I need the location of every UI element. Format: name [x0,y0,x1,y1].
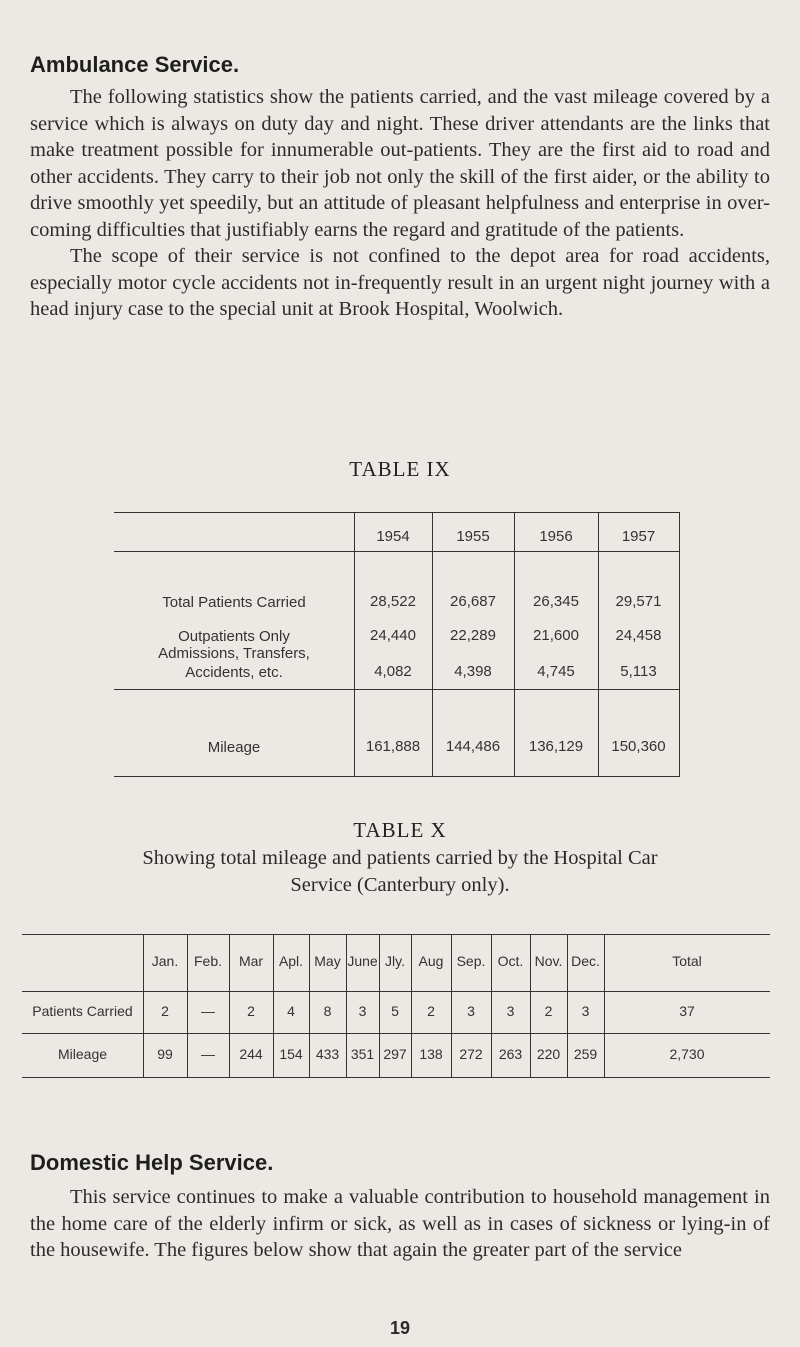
domestic-text [30,1184,770,1264]
row-label-total-patients: Total Patients Carried [162,594,306,611]
table-ix-title: TABLE IX [349,457,451,481]
column-header: Apl. [278,953,304,969]
row-label-outpatients: Outpatients Only [178,628,290,645]
column-header-1956: 1956 [539,528,573,545]
table-cell: 28,522 [370,593,416,610]
table-cell: 2 [544,1003,553,1019]
row-label-line: Accidents, etc. [185,664,283,681]
table-cell: 259 [573,1046,598,1062]
table-x-title: TABLE X [353,818,447,842]
table-cell: 26,345 [533,593,579,610]
table-ix [114,512,680,777]
table-cell: 3 [467,1003,475,1019]
table-cell: 433 [315,1046,340,1062]
table-cell: 37 [679,1003,695,1019]
table-cell: 3 [358,1003,367,1019]
table-cell: 297 [383,1046,407,1062]
column-header: Nov. [534,953,563,969]
subtitle-line: Showing total mileage and patients carried by the Hospital Car [142,847,658,869]
table-cell: 24,458 [615,627,662,644]
column-header: Feb. [193,953,222,969]
table-cell: 29,571 [615,593,662,610]
table-cell: 272 [459,1046,483,1062]
row-label: Patients Carried [32,1003,133,1019]
column-header-1955: 1955 [456,528,490,545]
column-divider [432,513,433,776]
row-divider [114,689,680,690]
column-header: Jan. [151,953,179,969]
domestic-help-heading: Domestic Help Service. [30,1150,274,1175]
ambulance-service-heading: Ambulance Service. [30,52,240,77]
ambulance-paragraph-1: The following statistics show the patients carried, and the vast mileage covered by a service which is always on duty day and night. These driver attendants are the links that make treatment possible for innumerable out-patients. They are the first aid to road and other accidents. They carry to their job not only the skill of the first aider, or the ability to drive smoothly yet speedily, but an attitude of pleasant helpfulness and enterprise in over-coming difficulties that justifiably earns the regard and gratitude of the patients. [30,86,770,241]
table-x-subtitle [0,845,800,899]
table-cell: 263 [498,1046,523,1062]
table-cell: 5,113 [620,663,657,680]
table-cell: 21,600 [533,627,579,644]
column-divider [598,513,599,776]
table-cell: 4,398 [454,663,492,680]
table-cell: 2 [161,1003,169,1019]
column-header: May [314,953,341,969]
column-header: Dec. [571,953,600,969]
row-label: Mileage [57,1046,108,1062]
column-divider [514,513,515,776]
table-cell: 136,129 [528,738,584,755]
column-header: Oct. [497,953,524,969]
row-label-line: Admissions, Transfers, [158,645,310,662]
table-cell: — [201,1046,215,1062]
table-cell: 3 [581,1003,590,1019]
table-cell: 24,440 [370,627,416,644]
column-header: Total [672,953,702,969]
table-cell: 99 [157,1046,173,1062]
subtitle-line: Service (Canterbury only). [290,874,510,896]
column-header-1957: 1957 [621,528,656,545]
table-cell: 8 [323,1003,332,1019]
row-divider [114,551,680,552]
table-cell: 4,745 [537,663,575,680]
column-header: Aug [418,953,444,969]
table-cell: 22,289 [450,627,496,644]
column-header-1954: 1954 [376,528,410,545]
page-number: 19 [389,1318,411,1338]
table-cell: 26,687 [450,593,496,610]
ambulance-text [30,84,770,323]
column-header: Mar [238,953,264,969]
table-cell: 154 [279,1046,303,1062]
table-cell: 5 [391,1003,399,1019]
row-label-admissions [114,644,354,682]
column-divider [679,513,680,776]
table-cell: 161,888 [365,738,421,755]
table-cell: 4,082 [374,663,412,680]
table-cell: 351 [350,1046,375,1062]
table-cell: 2 [247,1003,255,1019]
table-cell: 150,360 [611,738,666,755]
table-cell: 144,486 [445,738,501,755]
row-label-mileage: Mileage [207,739,261,756]
table-cell: 4 [287,1003,295,1019]
column-header: June [347,953,378,969]
table-cell: 3 [506,1003,515,1019]
row-divider [22,1033,770,1034]
column-header: Sep. [456,953,486,969]
table-cell: 2,730 [669,1046,705,1062]
table-cell: 220 [536,1046,561,1062]
table-x [22,934,770,1078]
table-cell: 244 [239,1046,263,1062]
column-divider [354,513,355,776]
table-cell: — [201,1003,215,1019]
domestic-paragraph: This service continues to make a valuable contribution to household management in the home care of the elderly infirm or sick, as well as in cases of sickness or lying-in of the housewife. The figures below show that again the greater part of the service [30,1186,770,1261]
row-divider [22,991,770,992]
table-cell: 138 [419,1046,443,1062]
table-cell: 2 [427,1003,435,1019]
column-header: Jly. [385,953,405,969]
ambulance-paragraph-2: The scope of their service is not confined to the depot area for road accidents, especially motor cycle accidents not in-frequently result in an urgent night journey with a head injury case to the special unit at Brook Hospital, Woolwich. [30,245,770,320]
